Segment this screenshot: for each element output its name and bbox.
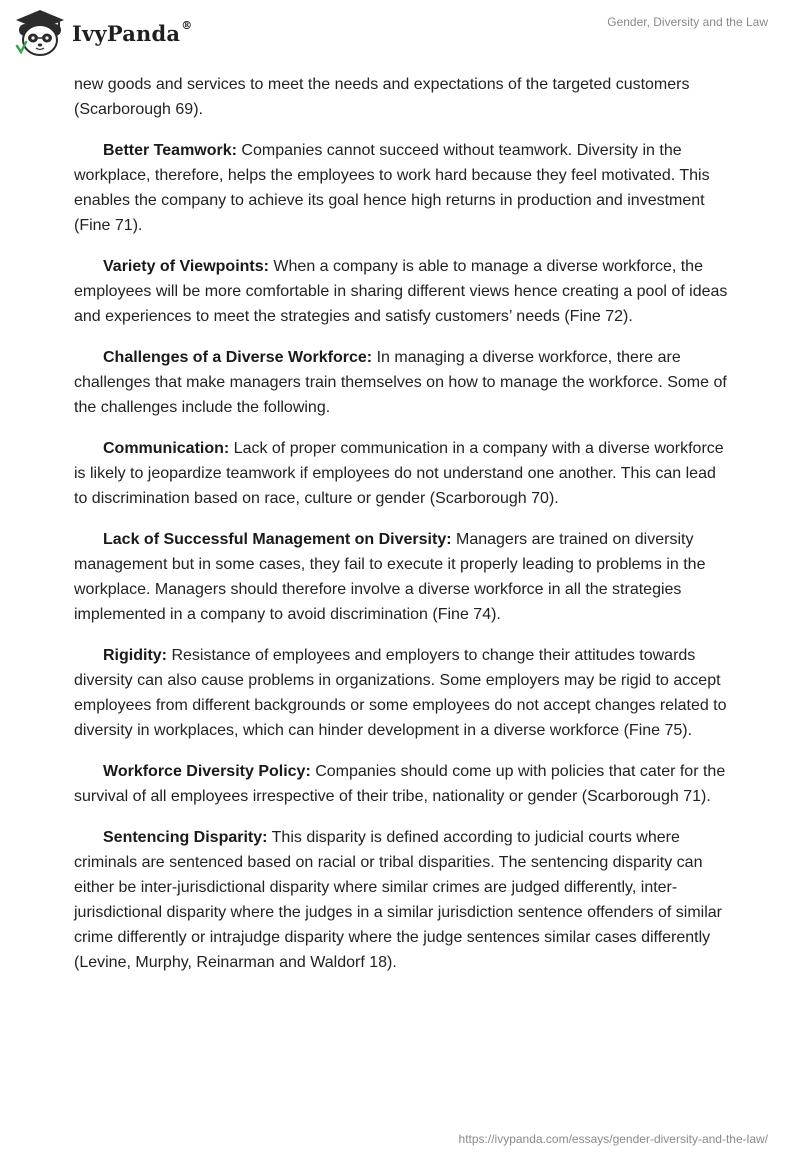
paragraph-variety-of-viewpoints: Variety of Viewpoints: When a company is able to manage a diverse workforce, the employees will be more comfortable in sharing different views hence creating a pool of ideas and experiences to meet the strategies and satisfy customers’ needs (Fine 72). xyxy=(74,258,728,325)
paragraph-better-teamwork: Better Teamwork: Companies cannot succeed without teamwork. Diversity in the workplace, therefore, helps the employees to work hard because they feel motivated. This enables the company to achieve its goal hence high returns in production and investment (Fine 71). xyxy=(74,142,710,234)
footer-source-link[interactable]: https://ivypanda.com/essays/gender-diversity-and-the-law/ xyxy=(458,1132,768,1146)
paragraph-lack-of-management: Lack of Successful Management on Diversity: Managers are trained on diversity management but in some cases, they fail to execute it properly leading to problems in the workplace. Managers should therefore involve a diverse workforce in all the strategies implemented in a company to avoid discrimination (Fine 74). xyxy=(74,531,706,623)
paragraph-challenges: Challenges of a Diverse Workforce: In managing a diverse workforce, there are challenges that make managers train themselves on how to manage the workforce. Some of the challenges include the following. xyxy=(74,349,727,416)
essay-body xyxy=(74,72,730,991)
paragraph-rigidity: Rigidity: Resistance of employees and employers to change their attitudes towards diversity can also cause problems in organizations. Some employers may be rigid to accept employees from different backgrounds or some employees do not accept changes related to diversity in workplaces, which can hinder development in a diverse workforce (Fine 75). xyxy=(74,647,727,739)
page-header xyxy=(0,0,800,70)
paragraph-communication: Communication: Lack of proper communication in a company with a diverse workforce is likely to jeopardize teamwork if employees do not understand one another. This can lead to discrimination based on race, culture or gender (Scarborough 70). xyxy=(74,440,724,507)
document-title: Gender, Diversity and the Law xyxy=(607,15,768,29)
brand-name: IvyPanda® xyxy=(72,18,193,46)
paragraph-sentencing-disparity: Sentencing Disparity: This disparity is defined according to judicial courts where criminals are sentenced based on racial or tribal disparities. The sentencing disparity can either be inter-jurisdictional disparity where similar crimes are judged differently, inter-jurisdictional disparity where the judges in a similar jurisdiction sentence offenders of similar crime differently or intrajudge disparity where the judge sentences similar cases differently (Levine, Murphy, Reinarman and Waldorf 18). xyxy=(74,829,723,971)
paragraph-diversity-policy: Workforce Diversity Policy: Companies should come up with policies that cater for the survival of all employees irrespective of their tribe, nationality or gender (Scarborough 71). xyxy=(74,763,726,805)
panda-logo-icon xyxy=(14,8,66,58)
paragraph-continuation: new goods and services to meet the needs and expectations of the targeted customers (Scarborough 69). xyxy=(74,76,690,118)
ivypanda-logo[interactable] xyxy=(14,8,192,58)
